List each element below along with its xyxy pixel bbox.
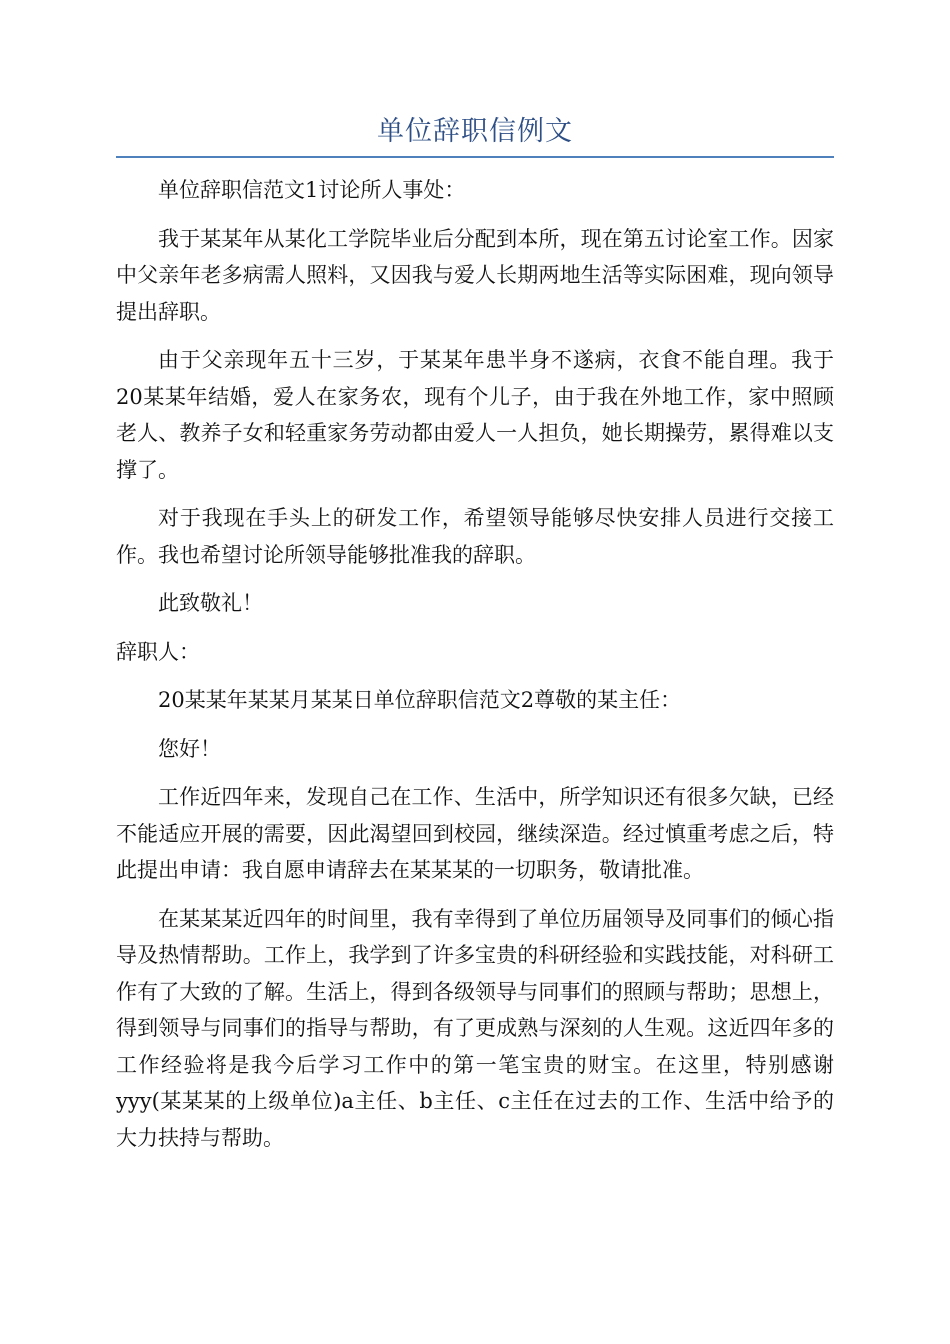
paragraph-request: 工作近四年来，发现自己在工作、生活中，所学知识还有很多欠缺，已经不能适应开展的需要，因此渴望回到校园，继续深造。经过慎重考虑之后，特此提出申请：我自愿申请辞去在某某某的一切职务，敬请批准。 — [116, 785, 834, 882]
document-body — [116, 172, 834, 1168]
paragraph-handover: 对于我现在手头上的研发工作，希望领导能够尽快安排人员进行交接工作。我也希望讨论所领导能够批准我的辞职。 — [116, 506, 834, 567]
title-underline — [116, 112, 834, 158]
paragraph-salutation-2: 20某某年某某月某某日单位辞职信范文2尊敬的某主任： — [158, 688, 682, 712]
paragraph-closing: 此致敬礼！ — [158, 591, 263, 615]
paragraph-salutation-1: 单位辞职信范文1讨论所人事处： — [158, 178, 466, 202]
paragraph-family-situation: 由于父亲现年五十三岁，于某某年患半身不遂病，衣食不能自理。我于20某某年结婚，爱人在家务农，现有个儿子，由于我在外地工作，家中照顾老人、教养子女和轻重家务劳动都由爱人一人担负，她长期操劳，累得难以支撑了。 — [116, 348, 834, 482]
paragraph-gratitude: 在某某某近四年的时间里，我有幸得到了单位历届领导及同事们的倾心指导及热情帮助。工作上，我学到了许多宝贵的科研经验和实践技能，对科研工作有了大致的了解。生活上，得到各级领导与同事们的照顾与帮助；思想上，得到领导与同事们的指导与帮助，有了更成熟与深刻的人生观。这近四年多的工作经验将是我今后学习工作中的第一笔宝贵的财宝。在这里，特别感谢yyy(某某某的上级单位)a主任、b主任、c主任在过去的工作、生活中给予的大力扶持与帮助。 — [116, 906, 834, 1150]
paragraph-reason: 我于某某年从某化工学院毕业后分配到本所，现在第五讨论室工作。因家中父亲年老多病需人照料，又因我与爱人长期两地生活等实际困难，现向领导提出辞职。 — [116, 226, 834, 324]
document-title: 单位辞职信例文 — [377, 116, 573, 147]
paragraph-signature: 辞职人： — [116, 639, 200, 664]
paragraph-greeting: 您好！ — [158, 736, 221, 761]
